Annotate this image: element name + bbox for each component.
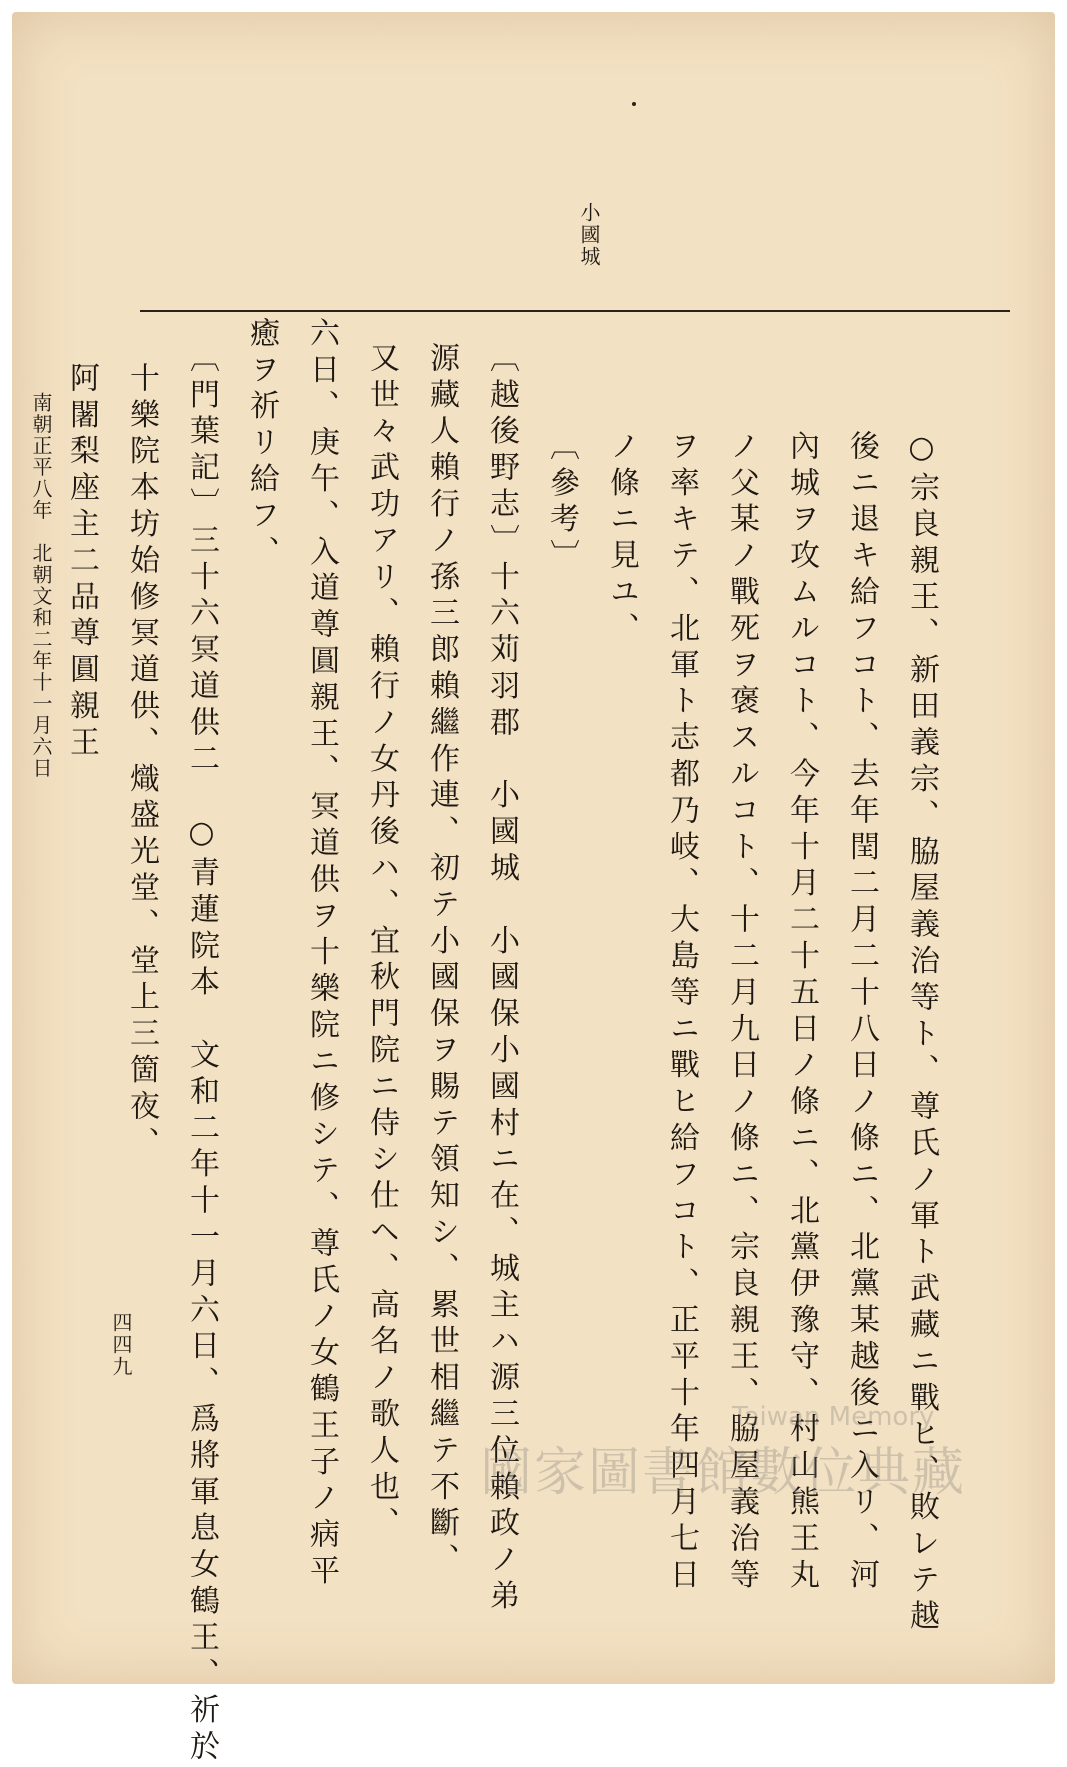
body-column-15: 阿闍梨座主二品尊圓親王 <box>64 362 99 763</box>
body-column-4: ノ父某ノ戰死ヲ褒スルコト、十二月九日ノ條ニ、宗良親王、脇屋義治等 <box>724 430 759 1595</box>
body-column-1: ○宗良親王、新田義宗、脇屋義治等ト、尊氏ノ軍ト武藏ニ戰ヒ、敗レテ越 <box>904 430 939 1637</box>
body-column-11: 六日、庚午、入道尊圓親王、冥道供ヲ十樂院ニ修シテ、尊氏ノ女鶴王子ノ病平 <box>304 317 339 1591</box>
watermark-sub: Taiwan Memory <box>732 1402 935 1432</box>
body-column-9: 源藏人賴行ノ孫三郎賴繼作連、初テ小國保ヲ賜テ領知シ、累世相繼テ不斷、 <box>424 342 459 1580</box>
watermark-text: 國家圖書館數位典藏 <box>480 1443 967 1503</box>
running-header-title: 小國城 <box>577 202 601 268</box>
ink-dot <box>632 102 636 106</box>
body-column-6: ノ條ニ見ユ、 <box>604 430 639 649</box>
body-column-13: 〔門葉記〕三十六冥道供二 ○青蓮院本 文和二年十一月六日、爲將軍息女鶴王、祈於 <box>184 342 219 1767</box>
header-rule <box>140 310 1010 312</box>
document-page <box>12 12 1055 1767</box>
body-column-12: 癒ヲ祈リ給フ、 <box>244 317 279 572</box>
body-column-10: 又世々武功アリ、賴行ノ女丹後ハ、宜秋門院ニ侍シ仕ヘ、高名ノ歌人也、 <box>364 342 399 1544</box>
section-heading-reference: 〔參考〕 <box>544 430 579 576</box>
page-number: 四四九 <box>109 1312 133 1378</box>
running-footer-date: 南朝正平八年 北朝文和二年十一月六日 <box>29 392 53 779</box>
body-column-5: ヲ率キテ、北軍ト志都乃岐、大島等ニ戰ヒ給フコト、正平十年四月七日 <box>664 430 699 1595</box>
body-column-14: 十樂院本坊始修冥道供、熾盛光堂、堂上三箇夜、 <box>124 362 159 1163</box>
body-column-3: 內城ヲ攻ムルコト、今年十月二十五日ノ條ニ、北黨伊豫守、村山熊王丸 <box>784 430 819 1595</box>
body-column-2: 後ニ退キ給フコト、去年閏二月二十八日ノ條ニ、北黨某越後ニ入リ、河 <box>844 430 879 1595</box>
body-column-8: 〔越後野志〕十六苅羽郡 小國城 小國保小國村ニ在、城主ハ源三位賴政ノ弟 <box>484 342 519 1616</box>
